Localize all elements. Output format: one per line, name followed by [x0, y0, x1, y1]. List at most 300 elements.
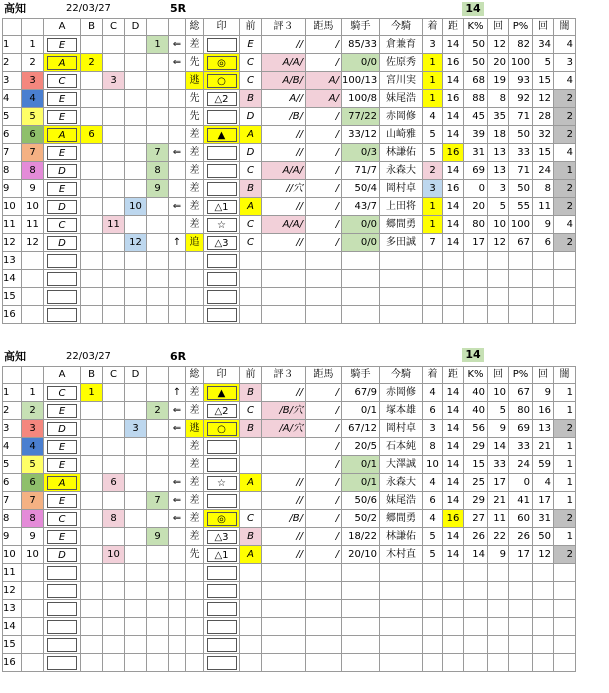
finish-cell[interactable] — [423, 636, 443, 654]
horse-number-cell[interactable]: 8 — [22, 162, 44, 180]
previous-cell[interactable]: A — [240, 126, 262, 144]
rank-d-cell[interactable] — [125, 654, 147, 672]
k-percent-cell[interactable]: 17 — [464, 234, 488, 252]
p-percent-cell[interactable]: 50 — [509, 180, 533, 198]
rank-d-cell[interactable] — [125, 54, 147, 72]
total-type-cell[interactable] — [186, 582, 204, 600]
rank-c-cell[interactable] — [103, 288, 125, 306]
rank-a-cell[interactable] — [44, 306, 81, 324]
rank-b-cell[interactable] — [81, 108, 103, 126]
rank-a-cell[interactable] — [44, 582, 81, 600]
horse-number-cell[interactable]: 7 — [22, 144, 44, 162]
previous-cell[interactable]: D — [240, 144, 262, 162]
column-header-finish[interactable]: 着 — [423, 367, 443, 384]
arrow-indicator-cell[interactable]: ⇐ — [169, 36, 186, 54]
mark-cell[interactable] — [204, 456, 240, 474]
p-count-cell[interactable]: 15 — [533, 72, 554, 90]
distance-cell[interactable] — [443, 618, 464, 636]
distance-horse-cell[interactable]: / — [306, 144, 342, 162]
darkness-cell[interactable]: 2 — [554, 546, 576, 564]
distance-horse-cell[interactable]: / — [306, 546, 342, 564]
p-count-cell[interactable]: 16 — [533, 402, 554, 420]
distance-cell[interactable]: 16 — [443, 90, 464, 108]
k-percent-cell[interactable]: 39 — [464, 126, 488, 144]
rank-c-cell[interactable] — [103, 402, 125, 420]
row-number-cell[interactable]: 7 — [3, 492, 22, 510]
rank-e-cell[interactable] — [147, 288, 169, 306]
row-number-cell[interactable]: 6 — [3, 474, 22, 492]
rating-cell[interactable]: /A/穴 — [262, 420, 306, 438]
distance-horse-cell[interactable] — [306, 636, 342, 654]
rating-cell[interactable] — [262, 288, 306, 306]
jockey-stats-cell[interactable] — [342, 600, 380, 618]
p-percent-cell[interactable]: 17 — [509, 546, 533, 564]
distance-cell[interactable]: 16 — [443, 54, 464, 72]
column-header-distance-horse[interactable]: 距馬 — [306, 19, 342, 36]
p-count-cell[interactable]: 24 — [533, 162, 554, 180]
rank-c-cell[interactable] — [103, 384, 125, 402]
rank-d-cell[interactable] — [125, 72, 147, 90]
jockey-stats-cell[interactable]: 20/10 — [342, 546, 380, 564]
horse-number-cell[interactable]: 5 — [22, 456, 44, 474]
arrow-indicator-cell[interactable]: ⇐ — [169, 144, 186, 162]
horse-number-cell[interactable]: 4 — [22, 90, 44, 108]
jockey-stats-cell[interactable]: 18/22 — [342, 528, 380, 546]
mark-cell[interactable] — [204, 384, 240, 402]
p-percent-cell[interactable] — [509, 252, 533, 270]
p-percent-cell[interactable] — [509, 270, 533, 288]
horse-number-cell[interactable]: 8 — [22, 510, 44, 528]
p-count-cell[interactable] — [533, 636, 554, 654]
mark-cell[interactable] — [204, 144, 240, 162]
rank-d-cell[interactable] — [125, 144, 147, 162]
darkness-cell[interactable]: 1 — [554, 162, 576, 180]
k-percent-cell[interactable] — [464, 618, 488, 636]
darkness-cell[interactable]: 2 — [554, 180, 576, 198]
rank-b-cell[interactable] — [81, 636, 103, 654]
rank-d-cell[interactable] — [125, 402, 147, 420]
finish-cell[interactable]: 1 — [423, 216, 443, 234]
column-header-row-number[interactable] — [3, 19, 22, 36]
horse-number-cell[interactable] — [22, 582, 44, 600]
rank-d-cell[interactable] — [125, 564, 147, 582]
arrow-indicator-cell[interactable]: ⇐ — [169, 474, 186, 492]
column-header-darkness[interactable]: 闇 — [554, 367, 576, 384]
k-count-cell[interactable]: 8 — [488, 90, 509, 108]
mark-cell[interactable] — [204, 288, 240, 306]
finish-cell[interactable] — [423, 252, 443, 270]
previous-cell[interactable]: B — [240, 180, 262, 198]
horse-number-cell[interactable]: 7 — [22, 492, 44, 510]
k-count-cell[interactable] — [488, 288, 509, 306]
arrow-indicator-cell[interactable] — [169, 72, 186, 90]
column-header-mark[interactable]: 印 — [204, 367, 240, 384]
mark-cell[interactable] — [204, 54, 240, 72]
column-header-rank-c[interactable]: C — [103, 367, 125, 384]
p-count-cell[interactable] — [533, 582, 554, 600]
total-type-cell[interactable]: 先 — [186, 108, 204, 126]
mark-cell[interactable] — [204, 474, 240, 492]
row-number-cell[interactable]: 3 — [3, 72, 22, 90]
distance-cell[interactable]: 14 — [443, 108, 464, 126]
horse-number-cell[interactable]: 9 — [22, 528, 44, 546]
distance-horse-cell[interactable] — [306, 654, 342, 672]
rank-c-cell[interactable] — [103, 162, 125, 180]
jockey-stats-cell[interactable]: 0/0 — [342, 234, 380, 252]
row-number-cell[interactable]: 9 — [3, 528, 22, 546]
rating-cell[interactable] — [262, 636, 306, 654]
rank-e-cell[interactable] — [147, 636, 169, 654]
finish-cell[interactable]: 1 — [423, 72, 443, 90]
rank-d-cell[interactable] — [125, 180, 147, 198]
previous-cell[interactable]: C — [240, 216, 262, 234]
k-count-cell[interactable] — [488, 618, 509, 636]
rating-cell[interactable] — [262, 252, 306, 270]
finish-cell[interactable]: 3 — [423, 180, 443, 198]
mark-cell[interactable] — [204, 564, 240, 582]
distance-cell[interactable] — [443, 564, 464, 582]
rating-cell[interactable]: // — [262, 234, 306, 252]
p-percent-cell[interactable] — [509, 288, 533, 306]
finish-cell[interactable]: 7 — [423, 234, 443, 252]
p-count-cell[interactable]: 9 — [533, 216, 554, 234]
arrow-indicator-cell[interactable] — [169, 546, 186, 564]
darkness-cell[interactable] — [554, 582, 576, 600]
rank-a-cell[interactable] — [44, 252, 81, 270]
rank-b-cell[interactable] — [81, 162, 103, 180]
k-count-cell[interactable]: 11 — [488, 510, 509, 528]
jockey-name-cell[interactable]: 郷間勇 — [380, 510, 423, 528]
arrow-indicator-cell[interactable] — [169, 636, 186, 654]
total-type-cell[interactable]: 差 — [186, 180, 204, 198]
darkness-cell[interactable] — [554, 270, 576, 288]
distance-cell[interactable]: 16 — [443, 510, 464, 528]
previous-cell[interactable] — [240, 600, 262, 618]
p-percent-cell[interactable]: 60 — [509, 510, 533, 528]
rank-e-cell[interactable] — [147, 510, 169, 528]
k-count-cell[interactable] — [488, 636, 509, 654]
rank-c-cell[interactable] — [103, 636, 125, 654]
darkness-cell[interactable] — [554, 654, 576, 672]
rank-c-cell[interactable] — [103, 306, 125, 324]
horse-number-cell[interactable]: 5 — [22, 108, 44, 126]
rank-a-cell[interactable] — [44, 402, 81, 420]
finish-cell[interactable]: 1 — [423, 198, 443, 216]
distance-cell[interactable]: 16 — [443, 144, 464, 162]
row-number-cell[interactable]: 11 — [3, 216, 22, 234]
distance-cell[interactable]: 14 — [443, 234, 464, 252]
jockey-stats-cell[interactable]: 71/7 — [342, 162, 380, 180]
k-percent-cell[interactable]: 27 — [464, 510, 488, 528]
p-percent-cell[interactable] — [509, 636, 533, 654]
jockey-name-cell[interactable]: 赤岡修 — [380, 108, 423, 126]
rating-cell[interactable]: // — [262, 546, 306, 564]
previous-cell[interactable] — [240, 618, 262, 636]
row-number-cell[interactable]: 12 — [3, 234, 22, 252]
column-header-arrow-indicator[interactable] — [169, 19, 186, 36]
row-number-cell[interactable]: 13 — [3, 252, 22, 270]
rank-b-cell[interactable] — [81, 36, 103, 54]
k-count-cell[interactable]: 3 — [488, 180, 509, 198]
finish-cell[interactable]: 8 — [423, 438, 443, 456]
k-count-cell[interactable]: 9 — [488, 420, 509, 438]
rank-e-cell[interactable]: 8 — [147, 162, 169, 180]
distance-horse-cell[interactable]: / — [306, 126, 342, 144]
distance-cell[interactable]: 14 — [443, 528, 464, 546]
horse-number-cell[interactable]: 3 — [22, 420, 44, 438]
row-number-cell[interactable]: 12 — [3, 582, 22, 600]
distance-horse-cell[interactable]: / — [306, 108, 342, 126]
distance-horse-cell[interactable]: / — [306, 162, 342, 180]
distance-horse-cell[interactable] — [306, 270, 342, 288]
rank-a-cell[interactable] — [44, 564, 81, 582]
p-count-cell[interactable]: 4 — [533, 474, 554, 492]
rank-c-cell[interactable] — [103, 420, 125, 438]
rank-d-cell[interactable] — [125, 618, 147, 636]
total-type-cell[interactable]: 差 — [186, 162, 204, 180]
rating-cell[interactable]: A/A/ — [262, 54, 306, 72]
jockey-name-cell[interactable]: 永森大 — [380, 474, 423, 492]
rank-c-cell[interactable] — [103, 36, 125, 54]
rank-e-cell[interactable]: 2 — [147, 402, 169, 420]
horse-number-cell[interactable]: 3 — [22, 72, 44, 90]
mark-cell[interactable] — [204, 618, 240, 636]
rank-c-cell[interactable] — [103, 270, 125, 288]
total-type-cell[interactable] — [186, 306, 204, 324]
rank-e-cell[interactable] — [147, 582, 169, 600]
arrow-indicator-cell[interactable] — [169, 270, 186, 288]
column-header-rank-c[interactable]: C — [103, 19, 125, 36]
arrow-indicator-cell[interactable] — [169, 306, 186, 324]
arrow-indicator-cell[interactable] — [169, 288, 186, 306]
row-number-cell[interactable]: 7 — [3, 144, 22, 162]
jockey-name-cell[interactable] — [380, 564, 423, 582]
distance-cell[interactable]: 14 — [443, 384, 464, 402]
total-type-cell[interactable]: 逃 — [186, 420, 204, 438]
jockey-name-cell[interactable] — [380, 636, 423, 654]
distance-cell[interactable]: 14 — [443, 420, 464, 438]
rank-b-cell[interactable] — [81, 420, 103, 438]
p-percent-cell[interactable] — [509, 600, 533, 618]
column-header-k-percent[interactable]: K% — [464, 367, 488, 384]
distance-horse-cell[interactable]: / — [306, 384, 342, 402]
rank-b-cell[interactable] — [81, 456, 103, 474]
finish-cell[interactable] — [423, 306, 443, 324]
k-percent-cell[interactable] — [464, 636, 488, 654]
horse-number-cell[interactable]: 12 — [22, 234, 44, 252]
rating-cell[interactable]: // — [262, 36, 306, 54]
rank-e-cell[interactable]: 7 — [147, 144, 169, 162]
p-percent-cell[interactable] — [509, 618, 533, 636]
arrow-indicator-cell[interactable] — [169, 438, 186, 456]
p-percent-cell[interactable]: 33 — [509, 144, 533, 162]
column-header-horse-number[interactable] — [22, 19, 44, 36]
rating-cell[interactable] — [262, 564, 306, 582]
horse-number-cell[interactable]: 1 — [22, 36, 44, 54]
mark-cell[interactable] — [204, 108, 240, 126]
jockey-stats-cell[interactable]: 85/33 — [342, 36, 380, 54]
previous-cell[interactable]: B — [240, 90, 262, 108]
distance-cell[interactable]: 14 — [443, 438, 464, 456]
distance-cell[interactable] — [443, 252, 464, 270]
total-type-cell[interactable]: 先 — [186, 54, 204, 72]
k-count-cell[interactable] — [488, 306, 509, 324]
column-header-p-percent[interactable]: P% — [509, 367, 533, 384]
rank-a-cell[interactable] — [44, 474, 81, 492]
rank-d-cell[interactable] — [125, 126, 147, 144]
rank-d-cell[interactable] — [125, 510, 147, 528]
darkness-cell[interactable] — [554, 618, 576, 636]
column-header-rank-a[interactable]: A — [44, 19, 81, 36]
k-count-cell[interactable]: 17 — [488, 474, 509, 492]
rank-d-cell[interactable] — [125, 456, 147, 474]
rank-b-cell[interactable] — [81, 252, 103, 270]
p-count-cell[interactable] — [533, 288, 554, 306]
jockey-stats-cell[interactable]: 0/0 — [342, 54, 380, 72]
arrow-indicator-cell[interactable]: ⇐ — [169, 492, 186, 510]
total-type-cell[interactable]: 先 — [186, 546, 204, 564]
k-count-cell[interactable]: 9 — [488, 546, 509, 564]
horse-number-cell[interactable] — [22, 618, 44, 636]
distance-horse-cell[interactable] — [306, 306, 342, 324]
row-number-cell[interactable]: 5 — [3, 456, 22, 474]
k-count-cell[interactable]: 14 — [488, 438, 509, 456]
mark-cell[interactable] — [204, 582, 240, 600]
arrow-indicator-cell[interactable] — [169, 600, 186, 618]
rank-c-cell[interactable] — [103, 600, 125, 618]
finish-cell[interactable]: 1 — [423, 54, 443, 72]
rank-b-cell[interactable] — [81, 654, 103, 672]
k-count-cell[interactable] — [488, 600, 509, 618]
k-count-cell[interactable]: 5 — [488, 198, 509, 216]
p-count-cell[interactable]: 5 — [533, 54, 554, 72]
rank-e-cell[interactable] — [147, 252, 169, 270]
p-count-cell[interactable]: 6 — [533, 234, 554, 252]
p-count-cell[interactable] — [533, 618, 554, 636]
rank-b-cell[interactable] — [81, 90, 103, 108]
column-header-rank-b[interactable]: B — [81, 367, 103, 384]
p-percent-cell[interactable] — [509, 654, 533, 672]
column-header-p-count[interactable]: 回 — [533, 367, 554, 384]
arrow-indicator-cell[interactable] — [169, 618, 186, 636]
rank-d-cell[interactable] — [125, 270, 147, 288]
distance-horse-cell[interactable]: / — [306, 456, 342, 474]
darkness-cell[interactable] — [554, 252, 576, 270]
jockey-stats-cell[interactable]: 20/5 — [342, 438, 380, 456]
jockey-name-cell[interactable]: 永森大 — [380, 162, 423, 180]
distance-horse-cell[interactable]: / — [306, 528, 342, 546]
p-percent-cell[interactable]: 80 — [509, 402, 533, 420]
rank-c-cell[interactable] — [103, 252, 125, 270]
mark-cell[interactable] — [204, 546, 240, 564]
distance-horse-cell[interactable]: / — [306, 54, 342, 72]
jockey-stats-cell[interactable]: 50/4 — [342, 180, 380, 198]
column-header-rank-e[interactable] — [147, 19, 169, 36]
k-count-cell[interactable]: 13 — [488, 162, 509, 180]
previous-cell[interactable]: B — [240, 384, 262, 402]
total-type-cell[interactable] — [186, 654, 204, 672]
distance-horse-cell[interactable] — [306, 618, 342, 636]
rating-cell[interactable]: /B/穴 — [262, 402, 306, 420]
column-header-darkness[interactable]: 闇 — [554, 19, 576, 36]
row-number-cell[interactable]: 8 — [3, 162, 22, 180]
row-number-cell[interactable]: 11 — [3, 564, 22, 582]
finish-cell[interactable]: 10 — [423, 456, 443, 474]
rating-cell[interactable]: A// — [262, 90, 306, 108]
column-header-mark[interactable]: 印 — [204, 19, 240, 36]
rank-c-cell[interactable]: 10 — [103, 546, 125, 564]
rank-e-cell[interactable] — [147, 126, 169, 144]
rank-a-cell[interactable] — [44, 456, 81, 474]
distance-horse-cell[interactable]: / — [306, 198, 342, 216]
darkness-cell[interactable]: 3 — [554, 54, 576, 72]
k-percent-cell[interactable] — [464, 288, 488, 306]
rank-e-cell[interactable] — [147, 90, 169, 108]
p-count-cell[interactable]: 59 — [533, 456, 554, 474]
arrow-indicator-cell[interactable]: ↑ — [169, 234, 186, 252]
rank-b-cell[interactable] — [81, 288, 103, 306]
mark-cell[interactable] — [204, 600, 240, 618]
distance-horse-cell[interactable] — [306, 564, 342, 582]
rank-c-cell[interactable] — [103, 90, 125, 108]
previous-cell[interactable]: C — [240, 162, 262, 180]
arrow-indicator-cell[interactable]: ⇐ — [169, 402, 186, 420]
jockey-name-cell[interactable]: 岡村卓 — [380, 420, 423, 438]
rank-a-cell[interactable] — [44, 546, 81, 564]
distance-cell[interactable] — [443, 600, 464, 618]
distance-cell[interactable]: 16 — [443, 180, 464, 198]
row-number-cell[interactable]: 2 — [3, 54, 22, 72]
rating-cell[interactable]: // — [262, 474, 306, 492]
jockey-name-cell[interactable]: 塚本雄 — [380, 402, 423, 420]
p-percent-cell[interactable]: 92 — [509, 90, 533, 108]
mark-cell[interactable] — [204, 528, 240, 546]
k-percent-cell[interactable]: 56 — [464, 420, 488, 438]
row-number-cell[interactable]: 15 — [3, 636, 22, 654]
jockey-stats-cell[interactable] — [342, 306, 380, 324]
previous-cell[interactable]: A — [240, 546, 262, 564]
jockey-name-cell[interactable]: 多田誠 — [380, 234, 423, 252]
darkness-cell[interactable]: 4 — [554, 36, 576, 54]
rank-e-cell[interactable] — [147, 384, 169, 402]
distance-horse-cell[interactable]: / — [306, 234, 342, 252]
arrow-indicator-cell[interactable] — [169, 180, 186, 198]
k-percent-cell[interactable] — [464, 270, 488, 288]
rank-d-cell[interactable]: 3 — [125, 420, 147, 438]
rank-e-cell[interactable] — [147, 474, 169, 492]
rank-b-cell[interactable] — [81, 180, 103, 198]
p-count-cell[interactable]: 12 — [533, 90, 554, 108]
rank-d-cell[interactable] — [125, 36, 147, 54]
mark-cell[interactable] — [204, 270, 240, 288]
distance-horse-cell[interactable]: A/ — [306, 90, 342, 108]
rank-b-cell[interactable]: 1 — [81, 384, 103, 402]
rank-b-cell[interactable] — [81, 564, 103, 582]
mark-cell[interactable] — [204, 36, 240, 54]
rating-cell[interactable]: /B/ — [262, 510, 306, 528]
jockey-stats-cell[interactable]: 33/12 — [342, 126, 380, 144]
rank-d-cell[interactable] — [125, 600, 147, 618]
distance-horse-cell[interactable]: / — [306, 36, 342, 54]
rating-cell[interactable]: // — [262, 492, 306, 510]
rank-a-cell[interactable] — [44, 600, 81, 618]
horse-number-cell[interactable]: 10 — [22, 546, 44, 564]
k-count-cell[interactable]: 21 — [488, 492, 509, 510]
horse-number-cell[interactable]: 6 — [22, 474, 44, 492]
darkness-cell[interactable]: 4 — [554, 144, 576, 162]
k-percent-cell[interactable]: 31 — [464, 144, 488, 162]
rank-b-cell[interactable] — [81, 216, 103, 234]
